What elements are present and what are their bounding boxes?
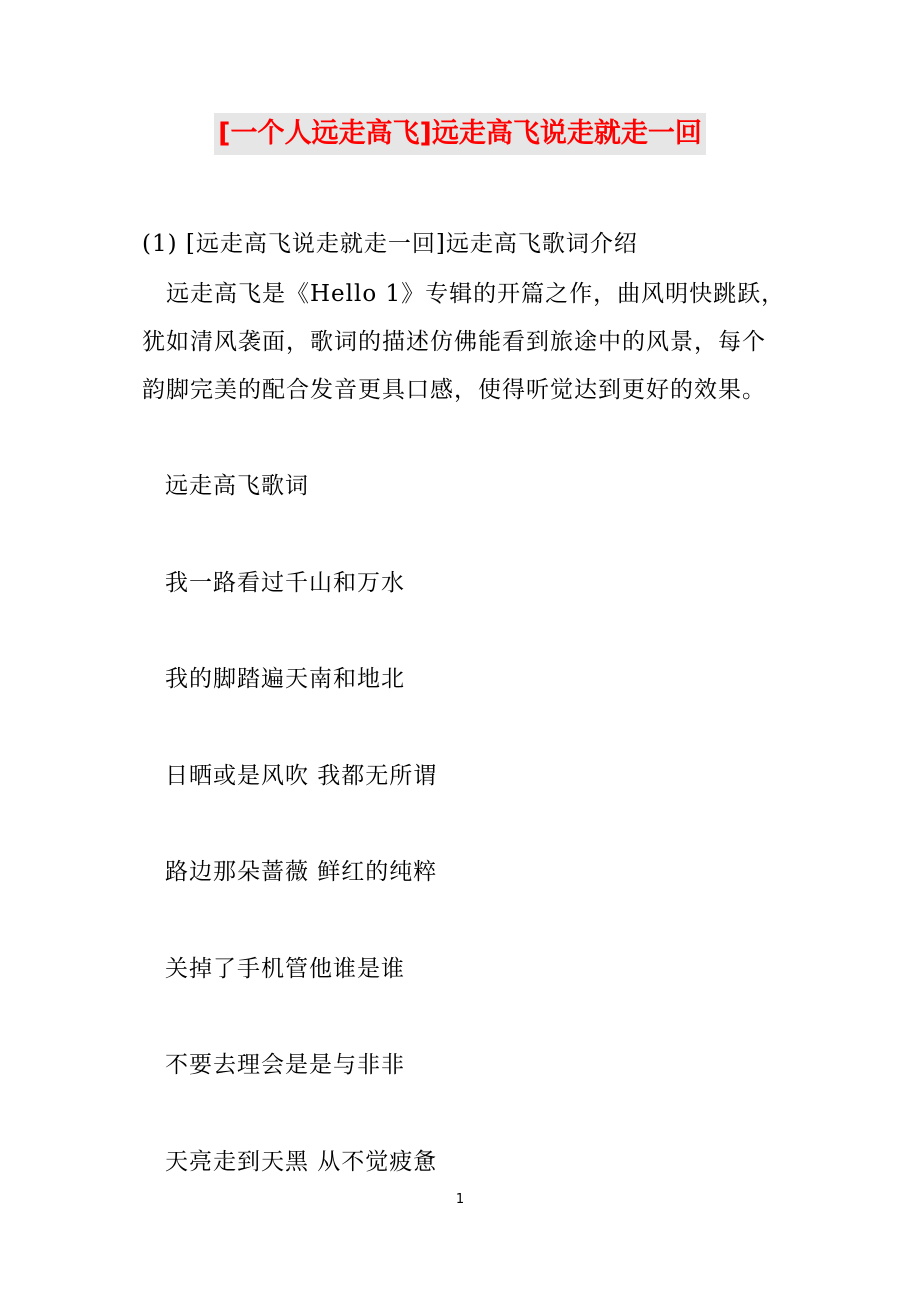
- intro-line-1: 远走高飞是《Hello 1》专辑的开篇之作，曲风明快跳跃，: [142, 281, 786, 307]
- lyric-line: 路边那朵蔷薇 鲜红的纯粹: [165, 859, 438, 885]
- lyric-line: 天亮走到天黑 从不觉疲惫: [165, 1149, 438, 1175]
- intro-line-2: 犹如清风袭面，歌词的描述仿佛能看到旅途中的风景，每个: [142, 329, 766, 355]
- lyric-line: 我的脚踏遍天南和地北: [165, 666, 405, 692]
- title-container: [0, 113, 920, 155]
- lyric-line: 我一路看过千山和万水: [165, 570, 405, 596]
- lyrics-title: 远走高飞歌词: [165, 473, 309, 499]
- lyric-line: 日晒或是风吹 我都无所谓: [165, 763, 438, 789]
- lyric-line: 关掉了手机管他谁是谁: [165, 956, 405, 982]
- page-number: 1: [455, 1192, 465, 1207]
- intro-line-3: 韵脚完美的配合发音更具口感，使得听觉达到更好的效果。: [142, 377, 766, 403]
- document-title: [一个人远走高飞]远走高飞说走就走一回: [214, 113, 706, 155]
- section-heading: (1) [远走高飞说走就走一回]远走高飞歌词介绍: [142, 231, 638, 257]
- lyric-line: 不要去理会是是与非非: [165, 1052, 405, 1078]
